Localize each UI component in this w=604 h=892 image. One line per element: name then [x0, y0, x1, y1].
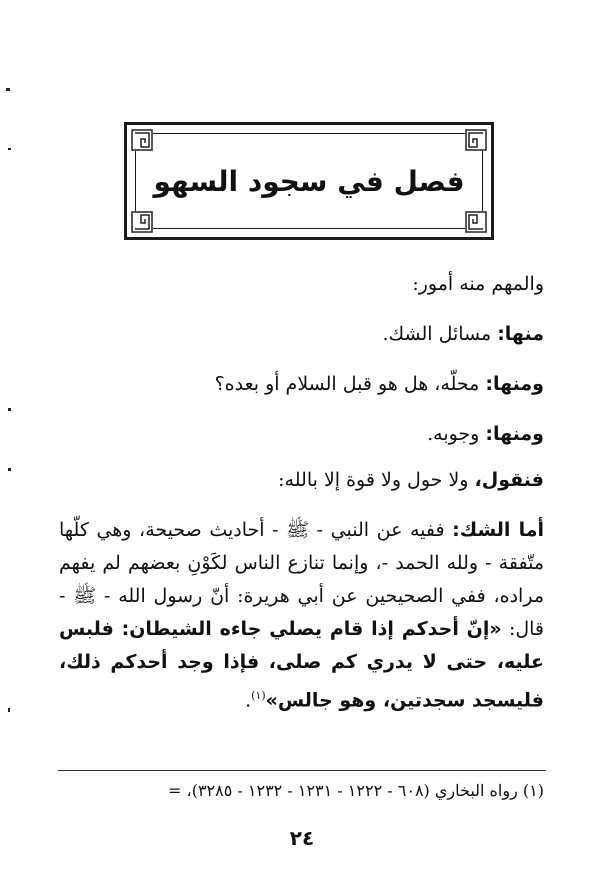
ornament-corner-icon — [465, 129, 487, 151]
item-label: منها: — [497, 323, 544, 345]
page-number: ٢٤ — [289, 826, 315, 850]
opening-line — [59, 464, 544, 497]
footnote-separator — [58, 770, 546, 771]
sentence-end: . — [245, 689, 252, 712]
intro-line: والمهم منه أمور: — [412, 273, 544, 295]
ornament-corner-icon — [131, 129, 153, 151]
ornament-corner-icon — [465, 211, 487, 233]
item-label: ومنها: — [485, 423, 544, 445]
scan-mark — [8, 408, 11, 411]
opening-label: فنقول، — [474, 469, 544, 491]
scan-mark — [6, 88, 10, 91]
item-text: وجوبه. — [427, 423, 480, 445]
opening-text: ولا حول ولا قوة إلا بالله: — [278, 469, 469, 491]
scan-mark — [8, 148, 11, 150]
footnote-reference: (١) — [251, 689, 266, 702]
chapter-title-frame — [124, 122, 494, 240]
item-line — [59, 318, 544, 351]
chapter-title: فصل في سجود السهو — [153, 165, 465, 198]
ornament-corner-icon — [131, 211, 153, 233]
scan-mark — [8, 468, 11, 471]
item-line — [59, 368, 544, 401]
hadith-text: «إنّ أحدكم إذا قام يصلي جاءه الشيطان: فلبس عليه، حتى لا يدري كم صلى، فإذا وجد أحدكم ذلك، فليسجد سجدتين، وهو جالس» — [59, 618, 544, 712]
doubt-paragraph — [59, 514, 544, 717]
item-label: ومنها: — [485, 373, 544, 395]
item-text: محلّه، هل هو قبل السلام أو بعده؟ — [214, 373, 480, 395]
item-text: مسائل الشك. — [382, 323, 492, 345]
scan-mark — [8, 708, 10, 712]
footnote: (١) رواه البخاري (٦٠٨ - ١٢٢٢ - ١٢٣١ - ١٢٣٢ - ٣٢٨٥)، = — [168, 781, 544, 800]
doubt-label: أما الشك: — [452, 519, 545, 541]
doubt-text: ففيه عن النبي - ﷺ - أحاديث صحيحة، وهي كلّها متّفقة - ولله الحمد -، وإنما تنازع الناس لكَوْنِ بعضهم لم يفهم مراده، ففي الصحيحين عن أبي هريرة: أنّ رسول الله - ﷺ - قال: — [59, 519, 545, 640]
item-line — [59, 418, 544, 451]
